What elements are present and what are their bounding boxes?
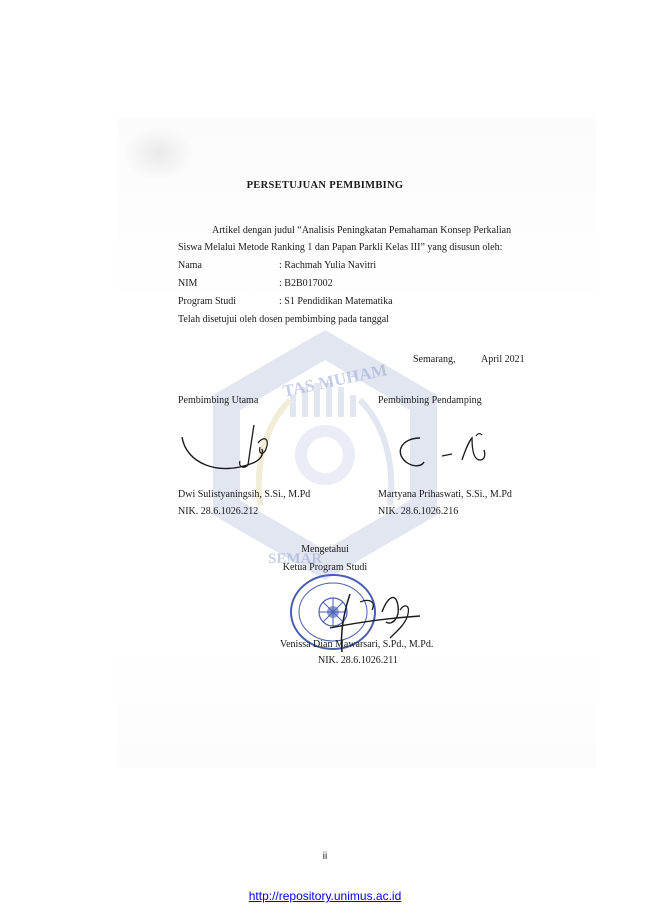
assistant-supervisor-name: Martyana Prihaswati, S.Si., M.Pd — [378, 489, 512, 500]
main-supervisor-nik: NIK. 28.6.1026.212 — [178, 506, 259, 517]
date-text: April 2021 — [481, 354, 525, 365]
document-title: PERSETUJUAN PEMBIMBING — [246, 180, 404, 191]
main-supervisor-name: Dwi Sulistyaningsih, S.Si., M.Pd — [178, 489, 311, 500]
repository-link[interactable]: http://repository.unimus.ac.id — [248, 889, 402, 903]
knowing-text: Mengetahui — [301, 544, 349, 555]
main-supervisor-signature — [178, 415, 288, 485]
assistant-supervisor-nik: NIK. 28.6.1026.216 — [378, 506, 459, 517]
assistant-supervisor-signature — [392, 430, 502, 480]
scan-smudge — [124, 126, 194, 181]
field-value-program: : S1 Pendidikan Matematika — [279, 296, 393, 307]
watermark-arc-bottom: SEMAR — [268, 551, 323, 567]
place-text: Semarang, — [413, 354, 456, 365]
head-of-program-role: Ketua Program Studi — [282, 562, 368, 573]
approval-line: Telah disetujui oleh dosen pembimbing pada tanggal — [178, 314, 389, 325]
field-label-name: Nama — [178, 260, 202, 271]
field-value-nim: : B2B017002 — [279, 278, 333, 289]
head-of-program-signature — [300, 582, 430, 662]
field-label-nim: NIM — [178, 278, 198, 289]
field-label-program: Program Studi — [178, 296, 237, 307]
head-of-program-nik: NIK. 28.6.1026.211 — [318, 655, 398, 666]
head-of-program-name: Venissa Dian Mawarsari, S.Pd., M.Pd. — [280, 639, 434, 650]
paragraph-line-2: Siswa Melalui Metode Ranking 1 dan Papan Parkli Kelas III” yang disusun oleh: — [178, 242, 503, 253]
main-supervisor-role: Pembimbing Utama — [178, 395, 259, 406]
page-number: ii — [322, 851, 328, 862]
assistant-supervisor-role: Pembimbing Pendamping — [378, 395, 482, 406]
field-value-name: : Rachmah Yulia Navitri — [279, 260, 377, 271]
paragraph-line-1: Artikel dengan judul “Analisis Peningkatan Pemahaman Konsep Perkalian — [212, 225, 512, 236]
watermark-arc-top: TAS MUHAM — [281, 360, 389, 401]
